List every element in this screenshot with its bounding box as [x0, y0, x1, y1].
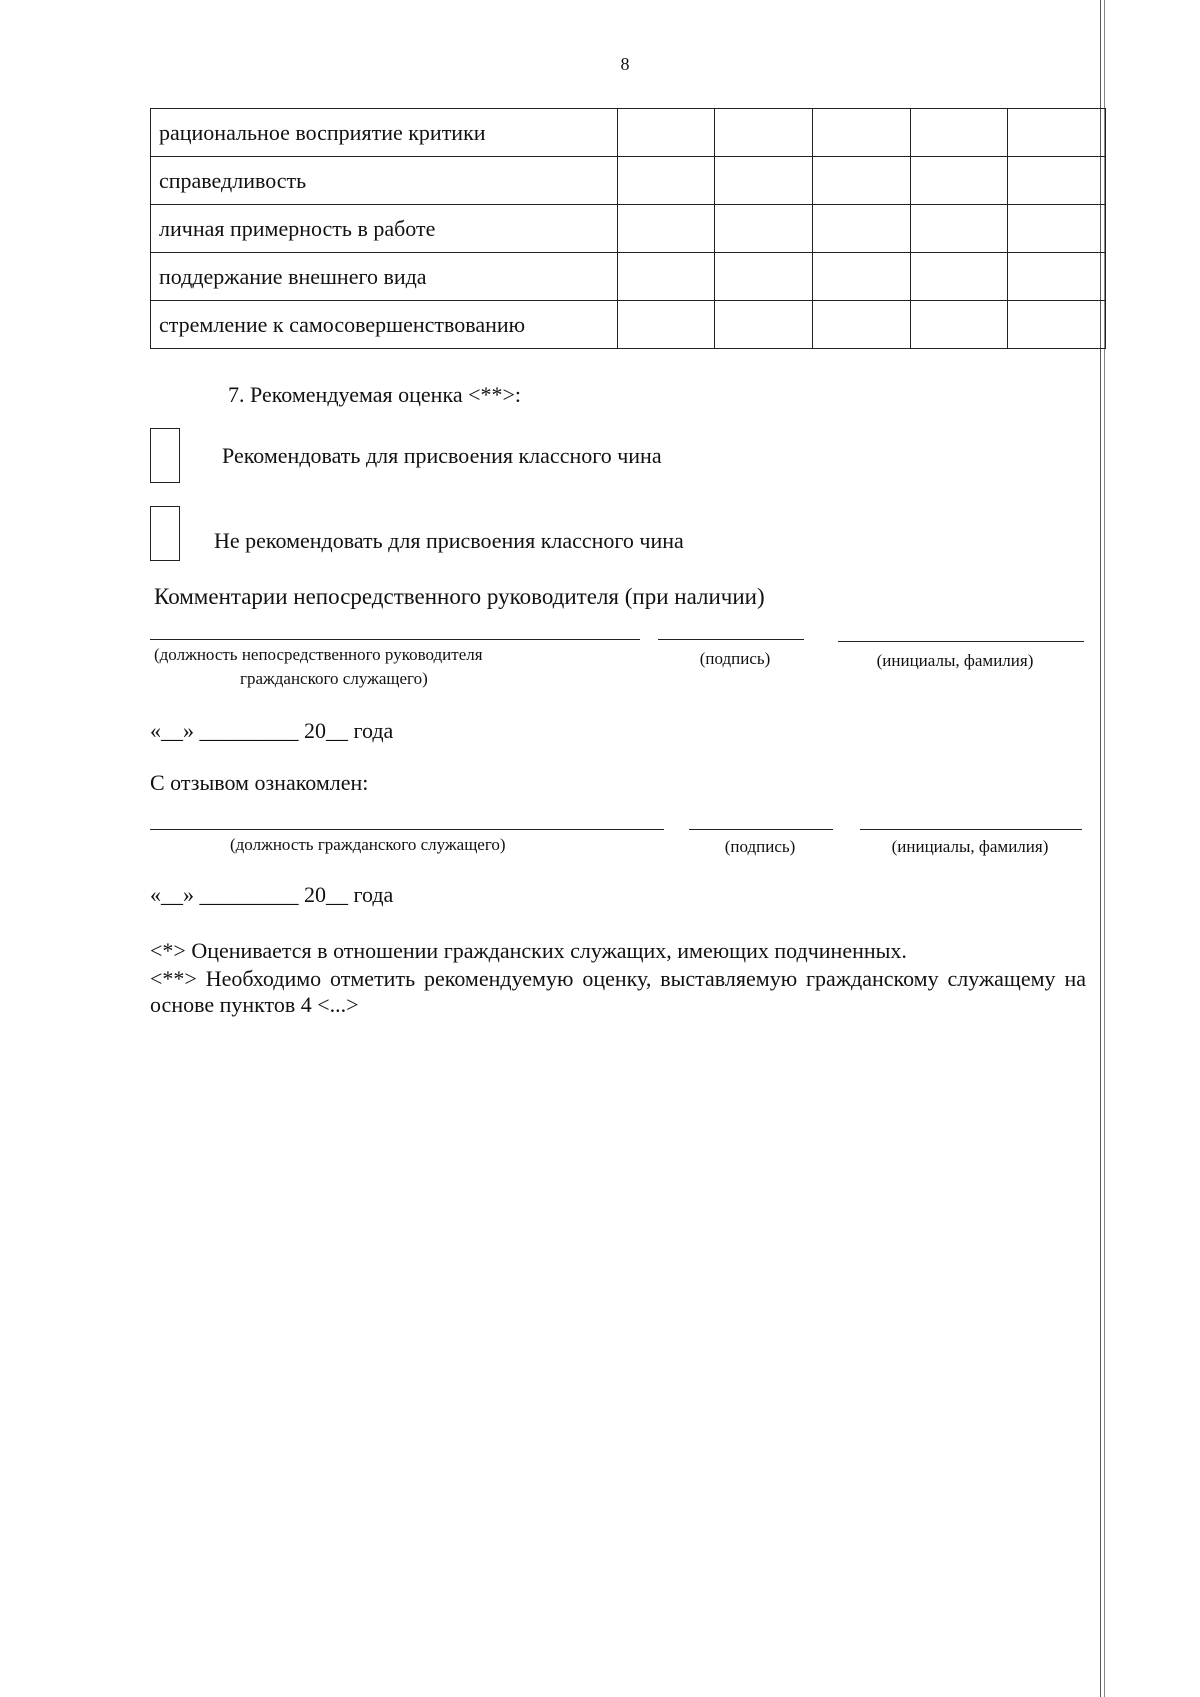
- rating-cell[interactable]: [715, 253, 813, 301]
- employee-name-caption: (инициалы, фамилия): [891, 837, 1049, 856]
- rating-cell[interactable]: [617, 253, 715, 301]
- quality-label: рациональное восприятие критики: [151, 109, 618, 157]
- not-recommend-checkbox[interactable]: [150, 506, 180, 561]
- rating-cell[interactable]: [617, 205, 715, 253]
- rating-cell[interactable]: [1008, 301, 1106, 349]
- quality-label: стремление к самосовершенствованию: [151, 301, 618, 349]
- rating-cell[interactable]: [1008, 253, 1106, 301]
- rating-cell[interactable]: [813, 109, 911, 157]
- rating-cell[interactable]: [715, 109, 813, 157]
- rating-cell[interactable]: [617, 157, 715, 205]
- recommend-checkbox[interactable]: [150, 428, 180, 483]
- rating-cell[interactable]: [910, 157, 1008, 205]
- rating-cell[interactable]: [1008, 157, 1106, 205]
- supervisor-name-caption: (инициалы, фамилия): [876, 651, 1034, 670]
- rating-cell[interactable]: [813, 253, 911, 301]
- date-line: «__» _________ 20__ года: [150, 718, 394, 743]
- comments-label: Комментарии непосредственного руководителя (при наличии): [154, 584, 765, 609]
- ratings-table: [150, 108, 1106, 349]
- caption-line: (должность непосредственного руководителя: [154, 645, 483, 664]
- section-title: 7. Рекомендуемая оценка <**>:: [228, 382, 522, 407]
- rating-cell[interactable]: [715, 301, 813, 349]
- rating-cell[interactable]: [715, 157, 813, 205]
- employee-signature-caption: (подпись): [724, 837, 796, 856]
- acknowledged-label: С отзывом ознакомлен:: [150, 770, 369, 795]
- rating-cell[interactable]: [910, 301, 1008, 349]
- recommend-option-label: Рекомендовать для присвоения классного чина: [222, 443, 662, 468]
- employee-signature-line[interactable]: [689, 829, 833, 830]
- footnote: <*> Оценивается в отношении гражданских служащих, имеющих подчиненных.: [150, 938, 907, 963]
- table-row: [151, 109, 1106, 157]
- rating-cell[interactable]: [715, 205, 813, 253]
- employee-position-caption: (должность гражданского служащего): [230, 835, 506, 854]
- rating-cell[interactable]: [910, 205, 1008, 253]
- rating-cell[interactable]: [910, 253, 1008, 301]
- supervisor-position-line[interactable]: [150, 639, 640, 640]
- rating-cell[interactable]: [617, 301, 715, 349]
- table-row: [151, 301, 1106, 349]
- date-line: «__» _________ 20__ года: [150, 882, 394, 907]
- supervisor-name-line[interactable]: [838, 641, 1084, 642]
- rating-cell[interactable]: [1008, 205, 1106, 253]
- rating-cell[interactable]: [1008, 109, 1106, 157]
- rating-cell[interactable]: [910, 109, 1008, 157]
- table-row: [151, 157, 1106, 205]
- rating-cell[interactable]: [813, 205, 911, 253]
- not-recommend-option-label: Не рекомендовать для присвоения классного чина: [214, 528, 684, 553]
- quality-label: личная примерность в работе: [151, 205, 618, 253]
- page-number: 8: [620, 54, 630, 74]
- supervisor-position-caption: [150, 643, 570, 691]
- table-row: [151, 253, 1106, 301]
- supervisor-signature-line[interactable]: [658, 639, 804, 640]
- caption-line: гражданского служащего): [240, 668, 428, 688]
- rating-cell[interactable]: [617, 109, 715, 157]
- rating-cell[interactable]: [813, 301, 911, 349]
- supervisor-signature-caption: (подпись): [699, 649, 771, 668]
- table-row: [151, 205, 1106, 253]
- footnote: <**> Необходимо отметить рекомендуемую оценку, выставляемую гражданскому служащему на основе пунктов 4 <...>: [150, 966, 1086, 1017]
- employee-position-line[interactable]: [150, 829, 664, 830]
- employee-name-line[interactable]: [860, 829, 1082, 830]
- quality-label: справедливость: [151, 157, 618, 205]
- quality-label: поддержание внешнего вида: [151, 253, 618, 301]
- rating-cell[interactable]: [813, 157, 911, 205]
